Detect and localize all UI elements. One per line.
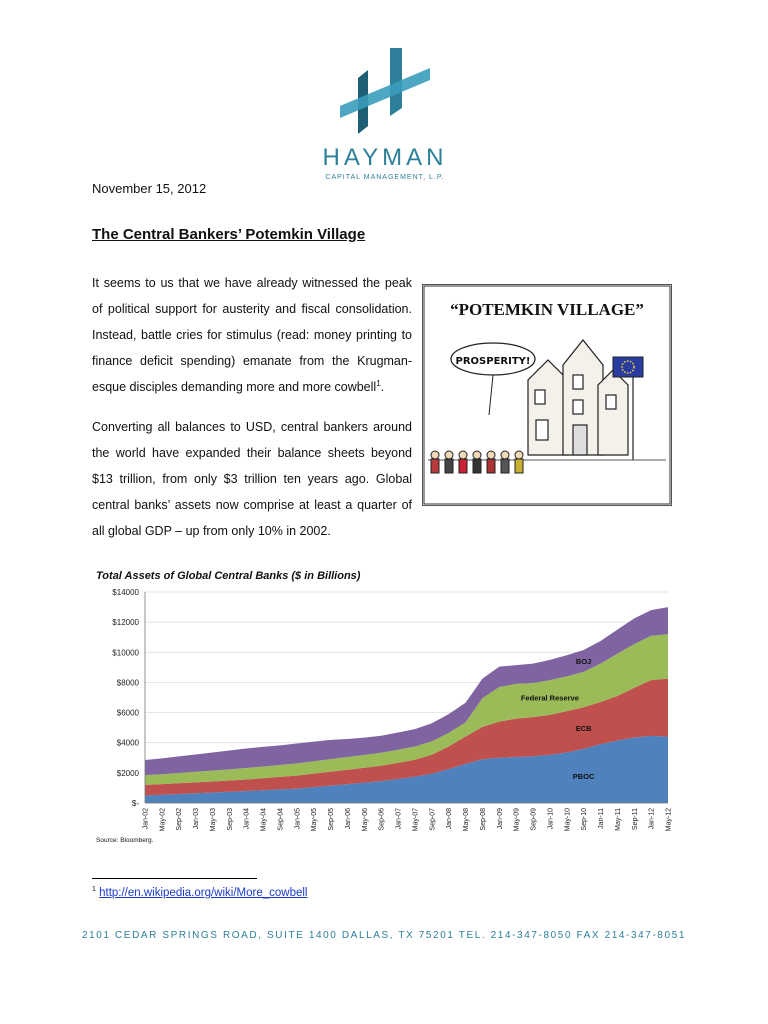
x-tick-label: Jan-03: [193, 808, 201, 830]
x-tick-label: Jan-10: [547, 808, 555, 830]
y-tick-label: $2000: [116, 768, 139, 778]
x-tick-label: May-04: [260, 808, 268, 832]
y-tick-label: $6000: [116, 708, 139, 718]
x-tick-label: May-09: [513, 808, 521, 832]
x-tick-label: May-06: [361, 808, 369, 832]
x-tick-label: Jan-07: [395, 808, 403, 830]
footnote: [92, 886, 308, 899]
x-tick-label: Jan-11: [598, 808, 606, 829]
x-tick-label: Jan-05: [294, 808, 302, 830]
y-tick-label: $10000: [112, 648, 139, 658]
x-tick-label: Sep-04: [277, 808, 285, 831]
x-tick-label: May-02: [159, 808, 167, 832]
series-label: Federal Reserve: [520, 693, 579, 703]
x-tick-label: May-08: [463, 808, 471, 832]
chart-title: Total Assets of Global Central Banks ($ in Billions): [96, 570, 361, 582]
footnote-divider: [92, 878, 257, 879]
x-tick-label: May-07: [412, 808, 420, 832]
x-tick-label: May-12: [665, 808, 673, 832]
x-tick-label: Jan-06: [344, 808, 352, 830]
y-tick-label: $14000: [112, 588, 139, 597]
cartoon-speech: PROSPERITY!: [455, 356, 531, 367]
hayman-logo-mark: [330, 48, 440, 143]
company-logo: [320, 48, 450, 188]
x-tick-label: Sep-05: [328, 808, 336, 831]
document-date: November 15, 2012: [92, 181, 207, 196]
central-bank-assets-chart: [90, 568, 680, 848]
y-tick-label: $8000: [116, 678, 139, 688]
x-tick-label: May-05: [311, 808, 319, 832]
cartoon-caption: “POTEMKIN VILLAGE”: [450, 300, 644, 319]
y-tick-label: $12000: [112, 618, 139, 628]
footnote-ref[interactable]: 1: [376, 378, 381, 388]
x-tick-label: Jan-09: [496, 808, 504, 830]
y-tick-label: $4000: [116, 738, 139, 748]
series-label: BOJ: [575, 656, 592, 666]
x-tick-label: Sep-06: [378, 808, 386, 831]
y-tick-label: $-: [131, 799, 139, 808]
eu-flag-icon: [613, 357, 643, 377]
x-tick-label: Sep-03: [226, 808, 234, 831]
footnote-number: 1: [92, 886, 96, 893]
x-tick-label: Sep-02: [176, 808, 184, 831]
x-tick-label: Sep-11: [631, 808, 639, 831]
paragraph-1: [92, 270, 412, 400]
x-tick-label: Sep-07: [429, 808, 437, 831]
paragraph-2: Converting all balances to USD, central bankers around the world have expanded their balance sheets beyond $13 trillion, from only $3 trillion ten years ago. Global central banks’ assets now comprise at least a quarter of all global GDP – up from only 10% in 2002.: [92, 420, 412, 538]
logo-name: HAYMAN: [322, 144, 448, 171]
x-tick-label: Jan-08: [446, 808, 454, 830]
x-tick-label: Sep-09: [530, 808, 538, 831]
x-tick-label: May-11: [614, 808, 622, 831]
x-tick-label: Jan-02: [142, 808, 150, 830]
crowd: [431, 451, 523, 473]
x-tick-label: Jan-12: [648, 808, 656, 830]
document-title: The Central Bankers’ Potemkin Village: [92, 226, 366, 243]
x-tick-label: Jan-04: [243, 808, 251, 830]
footer-address: 2101 CEDAR SPRINGS ROAD, SUITE 1400 DALLAS, TX 75201 TEL. 214-347-8050 FAX 214-347-8051: [81, 930, 687, 941]
footnote-link[interactable]: http://en.wikipedia.org/wiki/More_cowbell: [99, 886, 308, 899]
series-label: ECB: [575, 724, 592, 734]
paragraph-1-end: .: [380, 380, 385, 394]
paragraph-1-text: It seems to us that we have already witnessed the peak of political support for austerity and fiscal consolidation. Instead, battle cries for stimulus (read: money printing to finance deficit spending) emanate from the Krugman-esque disciples demanding more and more cowbell: [92, 276, 412, 394]
potemkin-village-cartoon: [422, 284, 672, 506]
x-tick-label: May-10: [564, 808, 572, 832]
chart-source: Source: Bloomberg.: [96, 837, 154, 844]
cartoon-drawing: [423, 285, 671, 505]
x-tick-label: May-03: [209, 808, 217, 832]
x-tick-label: Sep-08: [479, 808, 487, 831]
x-tick-label: Sep-10: [581, 808, 589, 831]
logo-subtitle: CAPITAL MANAGEMENT, L.P.: [325, 174, 445, 181]
series-label: PBOC: [572, 771, 595, 781]
